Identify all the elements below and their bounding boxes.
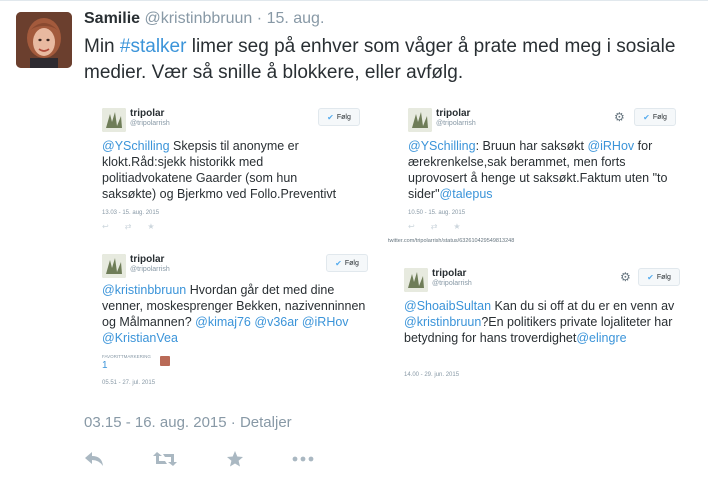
mention-link[interactable]: @YSchilling xyxy=(408,139,476,153)
card-text-part: Kan du si off at du er en venn av xyxy=(491,299,675,313)
bird-icon: ✔ xyxy=(643,112,650,122)
avatar-photo xyxy=(16,12,72,68)
follow-button[interactable] xyxy=(634,108,676,126)
header-separator: · xyxy=(256,10,263,27)
card-actions xyxy=(408,222,461,231)
card-timestamp[interactable]: 13.03 - 15. aug. 2015 xyxy=(102,210,160,216)
hashtag-link[interactable]: #stalker xyxy=(119,36,187,57)
mention-link[interactable]: @iRHov xyxy=(587,139,635,153)
card-author-handle[interactable]: @tripolarrish xyxy=(436,120,476,127)
card-avatar-image xyxy=(102,108,126,132)
mention-link[interactable]: @iRHov xyxy=(301,315,349,329)
mention-link[interactable]: @kristinbbruun xyxy=(102,283,187,297)
mention-link[interactable]: @YSchilling xyxy=(102,139,170,153)
card-author-name[interactable]: tripolar xyxy=(436,108,471,119)
reply-icon[interactable]: ↩ xyxy=(408,222,415,231)
card-url-fragment: twitter.com/tripolarrish/status/632610429549813248 xyxy=(388,238,515,244)
embedded-tweet-1[interactable] xyxy=(96,98,366,240)
card-author-handle[interactable]: @tripolarrish xyxy=(130,120,170,127)
card-author-handle[interactable]: @tripolarrish xyxy=(130,266,170,273)
retweet-icon[interactable] xyxy=(152,451,178,467)
reply-icon[interactable]: ↩ xyxy=(102,222,109,231)
favoriter-avatar[interactable] xyxy=(160,356,170,366)
timestamp-separator: · xyxy=(230,414,240,431)
tweet-text xyxy=(84,34,694,86)
mention-link[interactable]: @KristianVea xyxy=(102,331,178,345)
star-icon[interactable]: ★ xyxy=(147,222,155,231)
card-author-name[interactable]: tripolar xyxy=(432,268,467,279)
tweet-text-end: limer seg på enhver som våger å prate med meg i sosiale medier. Vær så snille å blokkere, eller avfølg. xyxy=(84,36,676,83)
embedded-tweet-2[interactable] xyxy=(402,98,684,240)
follow-button[interactable] xyxy=(318,108,360,126)
follow-label: Følg xyxy=(656,273,671,281)
card-tweet-text xyxy=(102,138,352,202)
card-tweet-text xyxy=(404,298,688,346)
retweet-icon[interactable]: ⇄ xyxy=(430,222,438,231)
card-timestamp[interactable]: 10.50 - 15. aug. 2015 xyxy=(408,210,466,216)
retweet-icon[interactable]: ⇄ xyxy=(124,222,132,231)
tweet-header xyxy=(84,10,324,28)
tweet-date[interactable]: 15. aug. xyxy=(266,10,325,27)
reply-icon[interactable] xyxy=(84,451,104,467)
star-icon[interactable] xyxy=(226,450,244,468)
details-link[interactable]: Detaljer xyxy=(239,414,292,431)
follow-label: Følg xyxy=(652,113,667,121)
bird-icon: ✔ xyxy=(327,112,334,122)
author-handle[interactable]: @kristinbbruun xyxy=(144,10,253,27)
follow-label: Følg xyxy=(344,259,359,267)
card-text-part: Hvordan går det med dine venner, moskesprenger Bekken, nazivenninnen og Målmannen? xyxy=(102,283,366,329)
follow-label: Følg xyxy=(336,113,351,121)
card-author-handle[interactable]: @tripolarrish xyxy=(432,280,472,287)
more-icon[interactable] xyxy=(292,456,314,462)
tweet-actions xyxy=(84,450,362,468)
card-avatar[interactable] xyxy=(408,108,432,132)
card-avatar-image xyxy=(404,268,428,292)
embedded-tweet-4[interactable] xyxy=(398,258,694,388)
tweet-timestamp[interactable]: 03.15 - 16. aug. 2015 xyxy=(84,414,227,431)
card-text-part: : Bruun har saksøkt xyxy=(475,139,588,153)
star-icon[interactable]: ★ xyxy=(453,222,461,231)
card-author-name[interactable]: tripolar xyxy=(130,108,165,119)
card-avatar-image xyxy=(408,108,432,132)
tweet-text-start: Min xyxy=(84,36,120,57)
card-text-body: Skepsis til anonyme er klokt.Råd:sjekk historikk med politiadvokatene Gaarder (som hun saksøkte) og Bjerkmo ved Follo.Preventivt xyxy=(102,139,337,201)
mention-link[interactable]: @ShoaibSultan xyxy=(404,299,492,313)
card-avatar[interactable] xyxy=(404,268,428,292)
tweet-timestamp-line xyxy=(84,414,292,431)
card-avatar[interactable] xyxy=(102,254,126,278)
bird-icon: ✔ xyxy=(335,258,342,268)
card-text-part: ?En politikers private lojaliteter har betydning for hans troverdighet xyxy=(404,315,673,345)
embedded-tweet-3[interactable] xyxy=(96,244,376,392)
mention-link[interactable]: @v36ar xyxy=(254,315,299,329)
mention-link[interactable]: @elingre xyxy=(576,331,627,345)
card-tweet-text xyxy=(408,138,676,202)
card-tweet-text xyxy=(102,282,368,346)
gear-icon[interactable]: ⚙ xyxy=(614,110,625,124)
card-avatar[interactable] xyxy=(102,108,126,132)
card-avatar-image xyxy=(102,254,126,278)
card-text-part: for ærekrenkelse,sak berammet, men forts uprovosert å henge ut saksøkt.Faktum uten "to sider" xyxy=(408,139,668,201)
mention-link[interactable]: @talepus xyxy=(439,187,493,201)
card-author-name[interactable]: tripolar xyxy=(130,254,165,265)
author-avatar[interactable] xyxy=(16,12,72,68)
mention-link[interactable]: @kimaj76 xyxy=(195,315,251,329)
gear-icon[interactable]: ⚙ xyxy=(620,270,631,284)
mention-link[interactable]: @kristinbruun xyxy=(404,315,482,329)
card-timestamp[interactable]: 14.00 - 29. jun. 2015 xyxy=(404,372,460,378)
favorites-label: FAVORITTMARKERING xyxy=(102,354,151,359)
follow-button[interactable] xyxy=(326,254,368,272)
bird-icon: ✔ xyxy=(647,272,654,282)
card-actions xyxy=(102,222,155,231)
follow-button[interactable] xyxy=(638,268,680,286)
author-name[interactable]: Samilie xyxy=(84,10,141,27)
favorites-count[interactable]: 1 xyxy=(102,360,108,371)
card-timestamp[interactable]: 05.51 - 27. jul. 2015 xyxy=(102,380,156,386)
top-divider xyxy=(0,0,708,1)
